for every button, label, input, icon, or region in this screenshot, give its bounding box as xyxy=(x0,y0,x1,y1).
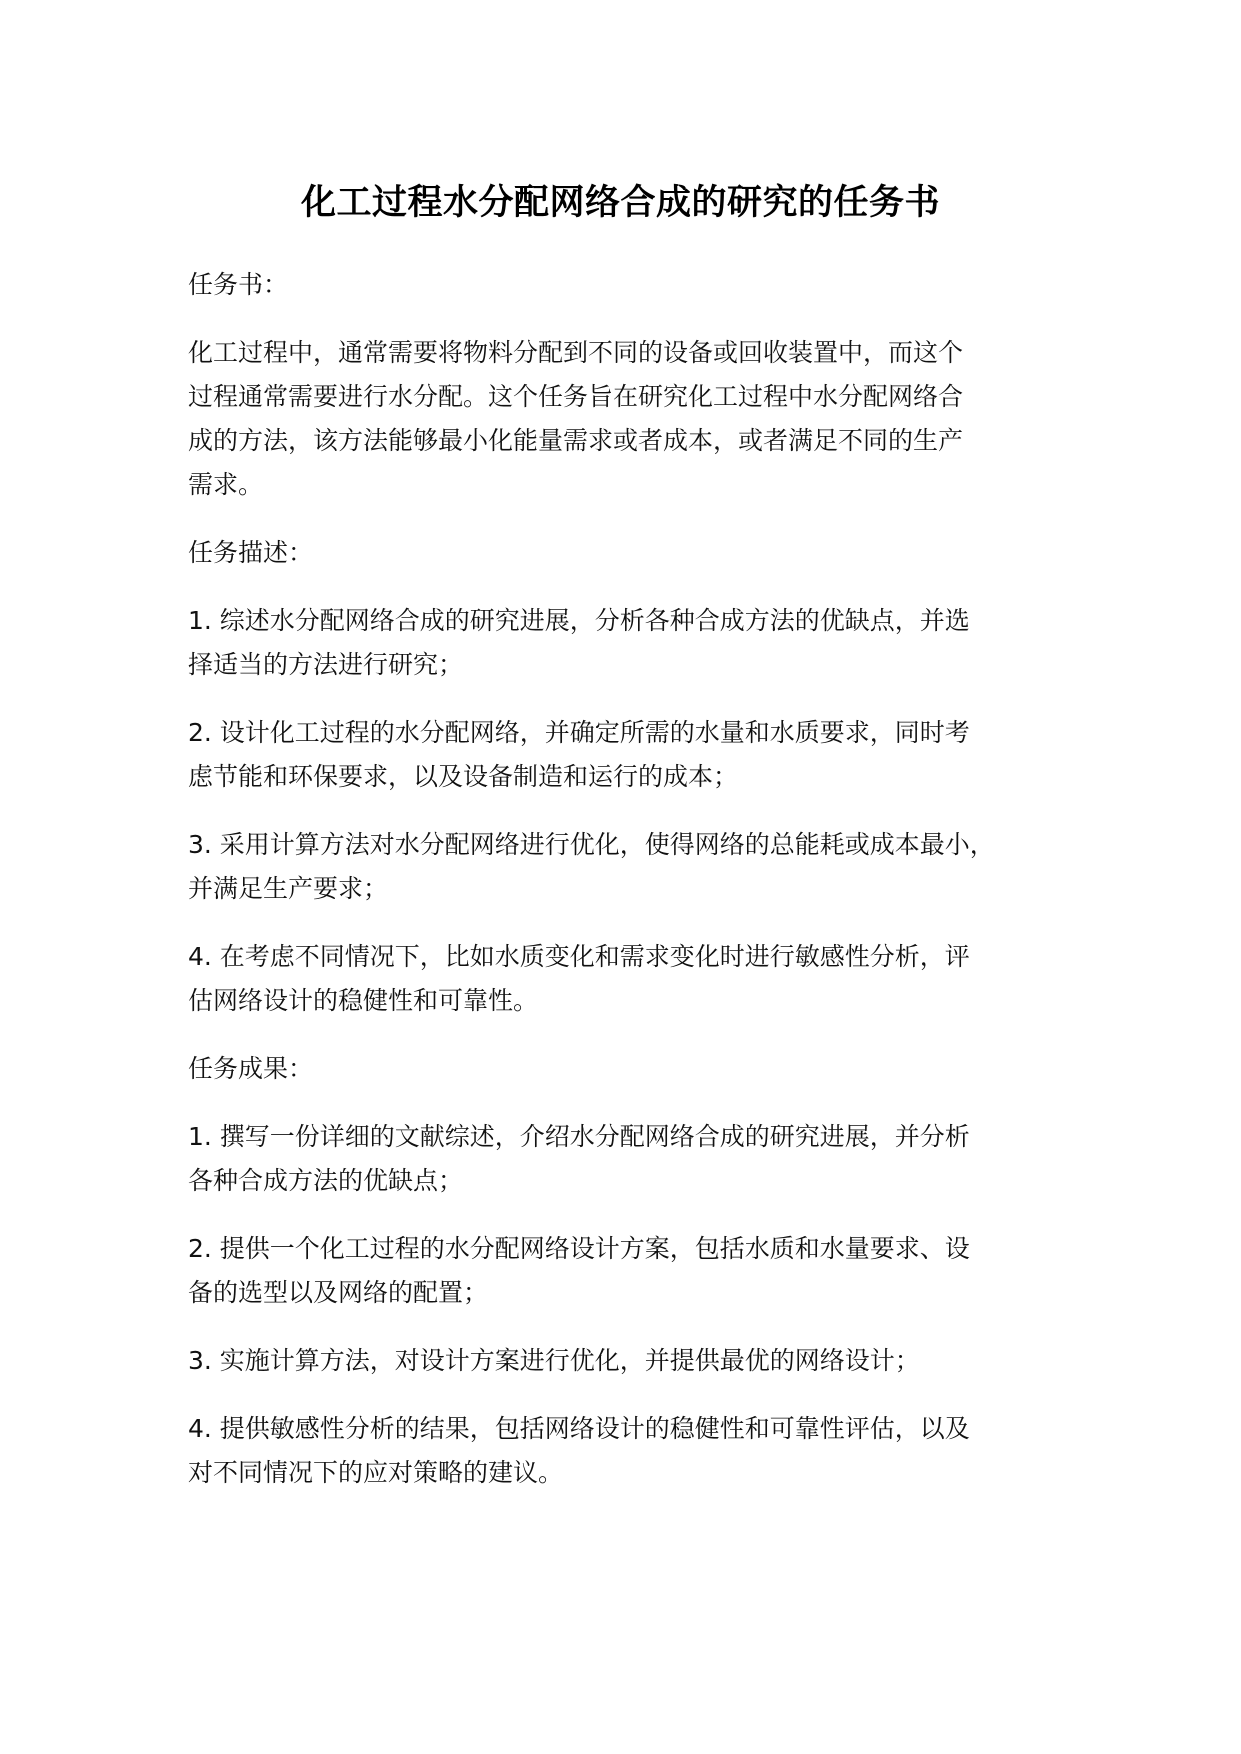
text-line: 4. 在考虑不同情况下，比如水质变化和需求变化时进行敏感性分析，评 xyxy=(188,942,970,971)
text-line: 任务书： xyxy=(188,270,289,299)
text-line: 2. 提供一个化工过程的水分配网络设计方案，包括水质和水量要求、设 xyxy=(188,1234,970,1263)
text-line: 成的方法，该方法能够最小化能量需求或者成本，或者满足不同的生产 xyxy=(188,426,964,455)
text-line: 任务描述： xyxy=(188,538,314,567)
text-line: 过程通常需要进行水分配。这个任务旨在研究化工过程中水分配网络合 xyxy=(188,382,964,411)
text-line: 估网络设计的稳健性和可靠性。 xyxy=(188,986,539,1015)
text-line: 任务成果： xyxy=(188,1054,314,1083)
text-line: 1. 综述水分配网络合成的研究进展，分析各种合成方法的优缺点，并选 xyxy=(188,606,970,635)
text-line: 对不同情况下的应对策略的建议。 xyxy=(188,1458,564,1487)
text-line: 4. 提供敏感性分析的结果，包括网络设计的稳健性和可靠性评估，以及 xyxy=(188,1414,970,1443)
text-line: 需求。 xyxy=(188,470,264,499)
text-line: 各种合成方法的优缺点； xyxy=(188,1166,464,1195)
document-body xyxy=(188,263,1088,1519)
paragraph-intro xyxy=(188,331,1088,507)
text-line: 2. 设计化工过程的水分配网络，并确定所需的水量和水质要求，同时考 xyxy=(188,718,970,747)
text-line: 并满足生产要求； xyxy=(188,874,389,903)
paragraph-results-heading xyxy=(188,1047,1088,1091)
document-title: 化工过程水分配网络合成的研究的任务书 xyxy=(300,183,940,223)
paragraph-description-item-3 xyxy=(188,823,1088,911)
paragraph-task-heading xyxy=(188,263,1088,307)
text-line: 虑节能和环保要求，以及设备制造和运行的成本； xyxy=(188,762,739,791)
paragraph-description-heading xyxy=(188,531,1088,575)
text-line: 备的选型以及网络的配置； xyxy=(188,1278,489,1307)
paragraph-description-item-1 xyxy=(188,599,1088,687)
paragraph-results-item-3 xyxy=(188,1339,1088,1383)
text-line: 3. 采用计算方法对水分配网络进行优化，使得网络的总能耗或成本最小， xyxy=(188,830,995,859)
paragraph-description-item-2 xyxy=(188,711,1088,799)
paragraph-results-item-2 xyxy=(188,1227,1088,1315)
paragraph-results-item-4 xyxy=(188,1407,1088,1495)
paragraph-results-item-1 xyxy=(188,1115,1088,1203)
text-line: 3. 实施计算方法，对设计方案进行优化，并提供最优的网络设计； xyxy=(188,1346,920,1375)
text-line: 化工过程中，通常需要将物料分配到不同的设备或回收装置中，而这个 xyxy=(188,338,964,367)
paragraph-description-item-4 xyxy=(188,935,1088,1023)
text-line: 1. 撰写一份详细的文献综述，介绍水分配网络合成的研究进展，并分析 xyxy=(188,1122,970,1151)
text-line: 择适当的方法进行研究； xyxy=(188,650,464,679)
